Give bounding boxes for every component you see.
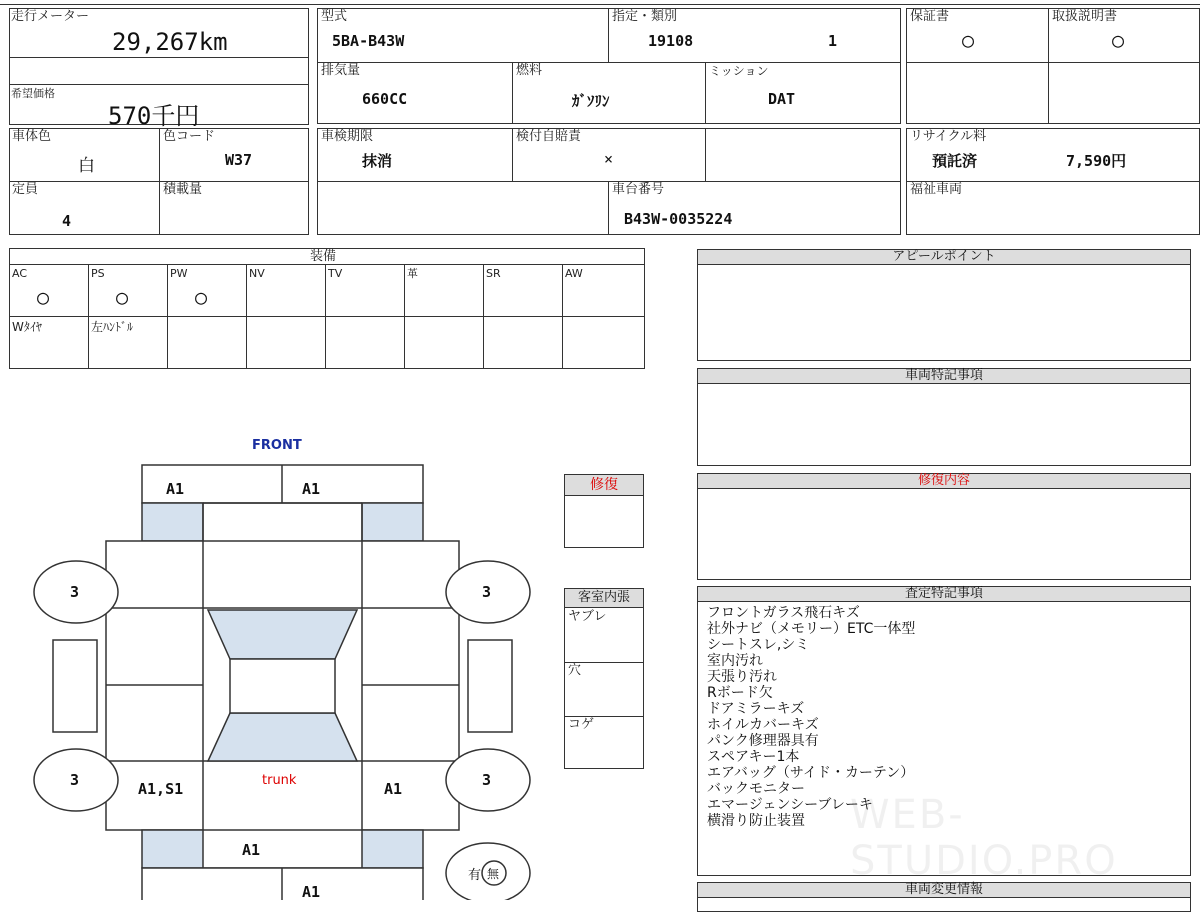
meter-value: 29,267km xyxy=(112,28,228,56)
designation-value1: 19108 xyxy=(648,32,694,50)
front-label: FRONT xyxy=(252,438,302,453)
assessment-item: ドアミラーキズ xyxy=(707,701,805,717)
mission-value: DAT xyxy=(768,90,796,108)
eq-vline-row2 xyxy=(483,316,484,369)
appeal-header: アピールポイント xyxy=(697,249,1191,265)
equipment-label-row2: Wﾀｲﾔ xyxy=(12,320,42,334)
model-value: 5BA-B43W xyxy=(332,32,405,50)
eq-vline xyxy=(404,264,405,317)
code-tire-fr: 3 xyxy=(482,583,492,601)
roof xyxy=(230,659,335,713)
top-border xyxy=(0,4,1200,5)
chassis-label: 車台番号 xyxy=(612,182,665,197)
docs-divider xyxy=(906,62,1200,63)
eq-h2 xyxy=(9,316,645,317)
code-front-right: A1 xyxy=(302,480,321,498)
equipment-mark: ○ xyxy=(195,285,208,309)
assessment-item: ホイルカバーキズ xyxy=(707,717,819,733)
insurance-value: × xyxy=(604,150,614,168)
appeal-panel xyxy=(697,249,1191,361)
chassis-vdiv xyxy=(608,181,609,235)
price-divider xyxy=(9,84,309,85)
equipment-label: AW xyxy=(565,267,583,280)
repair-detail-header: 修復内容 xyxy=(697,473,1191,489)
repair-detail-panel xyxy=(697,473,1191,580)
assessment-item: スペアキー1本 xyxy=(707,749,800,765)
assessment-item: 天張り汚れ xyxy=(707,669,777,685)
inspection-value: 抹消 xyxy=(362,152,393,170)
docs-block xyxy=(906,8,1200,124)
load-label: 積載量 xyxy=(163,182,203,197)
fuel-label: 燃料 xyxy=(516,63,543,78)
eq-vline-row2 xyxy=(88,316,89,369)
assessment-item: 社外ナビ（メモリー）ETC一体型 xyxy=(707,621,916,637)
equipment-label: TV xyxy=(328,267,343,280)
recycle-status: 預託済 xyxy=(932,152,978,170)
assessment-item: Rボード欠 xyxy=(707,685,773,701)
assessment-item: バックモニター xyxy=(707,781,805,797)
chassis-value: B43W-0035224 xyxy=(624,210,733,228)
rear-left-well xyxy=(142,830,203,868)
code-front-left: A1 xyxy=(166,480,185,498)
equipment-label: AC xyxy=(12,267,28,280)
trunk-label: trunk xyxy=(262,773,297,788)
color-code-label: 色コード xyxy=(163,129,216,144)
equipment-title: 装備 xyxy=(310,249,337,264)
assessment-item: シートスレ,シミ xyxy=(707,637,810,653)
eq-vline-row2 xyxy=(167,316,168,369)
windshield xyxy=(208,610,357,659)
special-header: 車両特記事項 xyxy=(697,368,1191,384)
designation-label: 指定・類別 xyxy=(612,9,678,24)
disp-vdiv xyxy=(512,62,513,124)
assessment-item: エアバッグ（サイド・カーテン） xyxy=(707,765,915,781)
left-side-step xyxy=(53,640,97,732)
eq-vline-row2 xyxy=(246,316,247,369)
interior-item-2: 穴 xyxy=(568,663,582,678)
inspection-label: 車検期限 xyxy=(321,129,374,144)
car-diagram xyxy=(0,430,560,900)
recycle-amount: 7,590円 xyxy=(1066,152,1127,170)
equipment-mark: ○ xyxy=(37,285,50,309)
interior-item-1: ヤブレ xyxy=(568,609,607,624)
eq-vline-row2 xyxy=(404,316,405,369)
rear-right-well xyxy=(362,830,423,868)
code-rear-bumper: A1 xyxy=(242,841,261,859)
assessment-item: エマージェンシーブレーキ xyxy=(707,797,873,813)
equipment-label: SR xyxy=(486,267,501,280)
equipment-label: NV xyxy=(249,267,265,280)
interior-header: 客室内張 xyxy=(564,588,644,608)
displacement-value: 660CC xyxy=(362,90,408,108)
color-vdiv xyxy=(159,128,160,235)
assessment-header: 査定特記事項 xyxy=(697,586,1191,602)
body-color-label: 車体色 xyxy=(12,129,52,144)
watermark: WEB-STUDIO.PRO xyxy=(850,792,1118,884)
fuel-vdiv xyxy=(705,62,706,124)
designation-value2: 1 xyxy=(828,32,838,50)
assessment-item: 横滑り防止装置 xyxy=(707,813,805,829)
equipment-label: PW xyxy=(170,267,188,280)
code-rear-bottom: A1 xyxy=(302,883,321,900)
mission-label: ミッション xyxy=(709,64,769,78)
recycle-label: リサイクル料 xyxy=(910,129,987,144)
meter-label: 走行メーター xyxy=(11,9,90,24)
eq-vline xyxy=(483,264,484,317)
equipment-label: 革 xyxy=(407,267,418,280)
color-code-value: W37 xyxy=(225,151,253,169)
front-right-well xyxy=(362,503,423,541)
changes-header: 車両変更情報 xyxy=(697,882,1191,898)
warranty-value: ○ xyxy=(962,28,975,52)
assessment-item: パンク修理器具有 xyxy=(707,733,819,749)
insp-vdiv xyxy=(512,128,513,182)
eq-vline-row2 xyxy=(562,316,563,369)
model-divider xyxy=(317,62,901,63)
code-tire-rl: 3 xyxy=(70,771,80,789)
assessment-item: フロントガラス飛石キズ xyxy=(707,605,860,621)
rear-glass xyxy=(208,713,357,761)
front-left-well xyxy=(142,503,203,541)
body-color-value: 白 xyxy=(78,156,95,176)
code-tire-rr: 3 xyxy=(482,771,492,789)
price-value: 570千円 xyxy=(108,102,200,130)
manual-value: ○ xyxy=(1112,28,1125,52)
equipment-label-row2: 左ﾊﾝﾄﾞﾙ xyxy=(91,320,134,334)
eq-h1 xyxy=(9,264,645,265)
insp-vdiv2 xyxy=(705,128,706,182)
interior-item-3: コゲ xyxy=(568,717,595,732)
price-label: 希望価格 xyxy=(11,87,55,100)
code-tire-fl: 3 xyxy=(70,583,80,601)
capacity-label: 定員 xyxy=(12,182,39,197)
fuel-value: ｶﾞｿﾘﾝ xyxy=(572,92,610,110)
inspection-divider xyxy=(317,181,901,182)
insurance-label: 検付自賠責 xyxy=(516,129,582,144)
eq-vline xyxy=(325,264,326,317)
repair-header: 修復 xyxy=(564,474,644,496)
code-rear-right: A1 xyxy=(384,780,403,798)
right-side-step xyxy=(468,640,512,732)
eq-vline-row2 xyxy=(325,316,326,369)
welfare-label: 福祉車両 xyxy=(910,182,963,197)
equipment-label: PS xyxy=(91,267,105,280)
spare-ari: 有 xyxy=(468,868,482,883)
capacity-value: 4 xyxy=(62,212,72,230)
eq-vline xyxy=(562,264,563,317)
equipment-mark: ○ xyxy=(116,285,129,309)
eq-vline xyxy=(167,264,168,317)
manual-label: 取扱説明書 xyxy=(1052,9,1118,24)
assessment-item: 室内汚れ xyxy=(707,653,763,669)
model-vdiv xyxy=(608,8,609,63)
code-rear-left: A1,S1 xyxy=(138,780,184,798)
eq-vline xyxy=(246,264,247,317)
displacement-label: 排気量 xyxy=(321,63,361,78)
model-label: 型式 xyxy=(321,9,348,24)
spare-nashi: 無 xyxy=(487,867,500,881)
docs-vdiv xyxy=(1048,8,1049,124)
eq-vline xyxy=(88,264,89,317)
warranty-label: 保証書 xyxy=(910,9,950,24)
